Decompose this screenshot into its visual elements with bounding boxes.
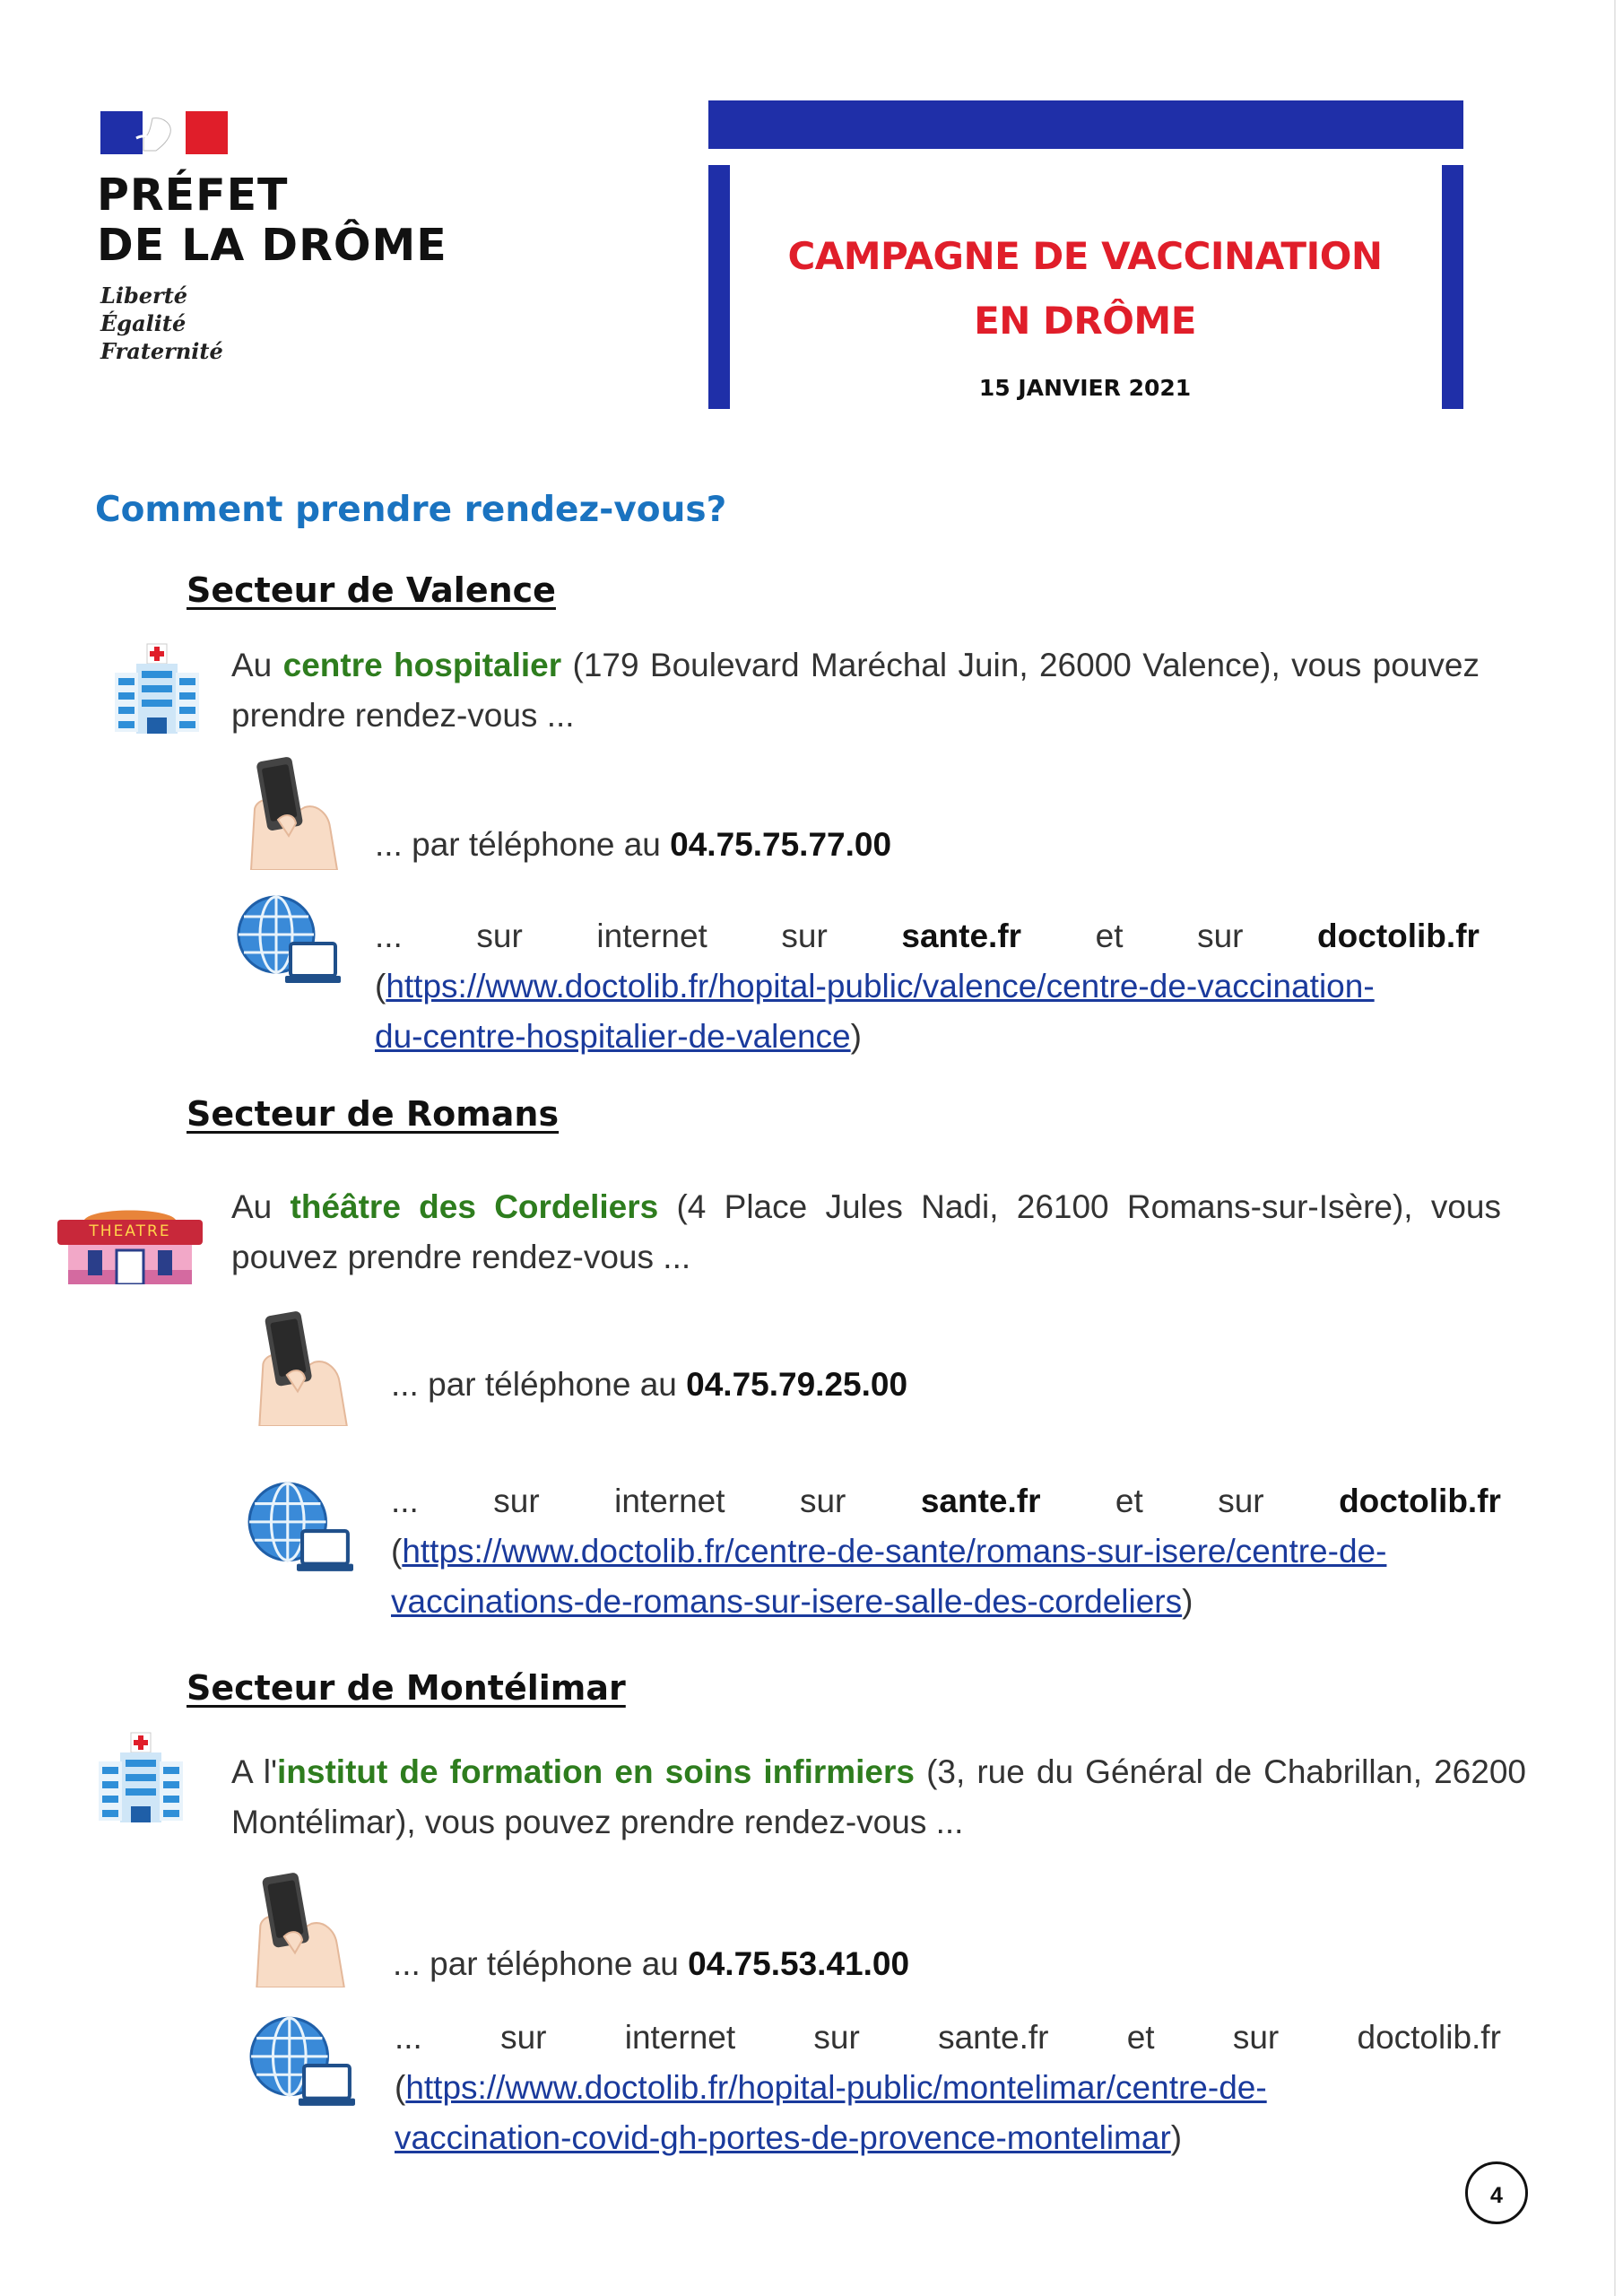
web-word: ...: [391, 1483, 419, 1519]
web-line-montelimar: [395, 2013, 1501, 2063]
phone-prefix: ... par téléphone au: [391, 1366, 687, 1403]
link-line-2: [391, 1577, 1501, 1627]
web-word: et: [1095, 918, 1124, 954]
paren-close: ): [1170, 2119, 1183, 2156]
prefecture-line-1: PRÉFET: [97, 170, 289, 221]
doctolib-link-romans-part2[interactable]: vaccinations-de-romans-sur-isere-salle-des-cordeliers: [391, 1583, 1183, 1620]
link-line-2: [375, 1012, 1480, 1062]
prefecture-name: [97, 170, 447, 271]
motto-liberte: Liberté: [100, 283, 188, 309]
title-frame-top-bar: [708, 100, 1463, 149]
phone-line-montelimar: [393, 1939, 909, 1989]
paren-close: ): [850, 1018, 862, 1055]
web-word: internet: [624, 2019, 736, 2056]
prefecture-line-2: DE LA DRÔME: [97, 220, 447, 271]
phone-in-hand-icon: [247, 1871, 346, 1987]
phone-prefix: ... par téléphone au: [375, 826, 671, 863]
theatre-icon: [52, 1207, 208, 1284]
phone-line-valence: [375, 820, 891, 870]
sector-title-romans: Secteur de Romans: [187, 1094, 560, 1134]
link-line-1: [391, 1526, 1501, 1577]
globe-computer-icon: [235, 893, 341, 987]
motto-egalite: Égalité: [100, 310, 187, 336]
sante-fr-label: sante.fr: [901, 918, 1022, 954]
doctolib-link-valence-part2[interactable]: du-centre-hospitalier-de-valence: [375, 1018, 851, 1055]
doctolib-label: doctolib.fr: [1317, 918, 1480, 954]
hospital-icon: [111, 642, 203, 737]
phone-in-hand-icon: [249, 1309, 350, 1426]
globe-computer-icon: [247, 2014, 355, 2109]
doctolib-label: doctolib.fr: [1357, 2019, 1501, 2056]
sante-fr-label: sante.fr: [938, 2019, 1049, 2056]
paren-close: ): [1182, 1583, 1193, 1620]
web-word: et: [1115, 1483, 1143, 1519]
link-line-2: [395, 2113, 1501, 2163]
web-word: sur: [1218, 1483, 1264, 1519]
sector-intro-romans: [231, 1182, 1501, 1283]
phone-line-romans: [391, 1360, 907, 1410]
republic-motto: [100, 282, 223, 365]
web-block-valence: [375, 911, 1480, 1062]
doctolib-link-romans-part1[interactable]: https://www.doctolib.fr/centre-de-sante/romans-sur-isere/centre-de-: [402, 1533, 1387, 1570]
web-word: ...: [375, 918, 403, 954]
marianne-logo-icon: [100, 111, 228, 154]
place-name-romans: théâtre des Cordeliers: [290, 1188, 659, 1225]
sector-title-valence: Secteur de Valence: [187, 570, 556, 610]
place-name-valence: centre hospitalier: [282, 647, 562, 683]
web-word: sur: [476, 918, 523, 954]
intro-prefix: Au: [231, 647, 283, 683]
web-word: sur: [1232, 2019, 1280, 2056]
sante-fr-label: sante.fr: [920, 1483, 1041, 1519]
web-line-romans: [391, 1476, 1501, 1526]
web-word: internet: [614, 1483, 725, 1519]
intro-prefix: A l': [231, 1753, 278, 1790]
place-name-montelimar: institut de formation en soins infirmiers: [277, 1753, 915, 1790]
sector-intro-montelimar: [231, 1747, 1526, 1848]
hospital-icon: [95, 1731, 187, 1826]
phone-number-valence[interactable]: 04.75.75.77.00: [670, 826, 892, 863]
link-line-1: [395, 2063, 1501, 2113]
doctolib-link-montelimar-part2[interactable]: vaccination-covid-gh-portes-de-provence-montelimar: [395, 2119, 1171, 2156]
theatre-building-icon: [52, 1207, 208, 1284]
sector-intro-valence: [231, 640, 1480, 741]
intro-address: (4 Place Jules Nadi, 26100 Romans-sur-Isère), vous pouvez prendre rendez-vous ...: [231, 1188, 1501, 1275]
phone-prefix: ... par téléphone au: [393, 1945, 689, 1982]
section-question-heading: Comment prendre rendez-vous?: [95, 490, 727, 530]
doctolib-link-valence-part1[interactable]: https://www.doctolib.fr/hopital-public/valence/centre-de-vaccination-: [386, 968, 1375, 1004]
paren-open: (: [395, 2069, 406, 2106]
phone-number-montelimar[interactable]: 04.75.53.41.00: [688, 1945, 910, 1982]
motto-fraternite: Fraternité: [100, 338, 223, 364]
page-number: 4: [1465, 2161, 1528, 2224]
globe-computer-icon: [246, 1480, 353, 1575]
web-word: ...: [395, 2019, 422, 2056]
paren-open: (: [375, 968, 386, 1004]
web-word: sur: [493, 1483, 540, 1519]
web-block-romans: [391, 1476, 1501, 1627]
intro-prefix: Au: [231, 1188, 291, 1225]
intro-address: (179 Boulevard Maréchal Juin, 26000 Valence), vous pouvez prendre rendez-vous ...: [231, 647, 1480, 734]
web-line-valence: [375, 911, 1480, 961]
doctolib-label: doctolib.fr: [1339, 1483, 1501, 1519]
title-frame-left-bar: [708, 165, 730, 409]
intro-address: (3, rue du Général de Chabrillan, 26200 Montélimar), vous pouvez prendre rendez-vous ...: [231, 1753, 1526, 1840]
web-word: sur: [1197, 918, 1244, 954]
campaign-date: 15 JANVIER 2021: [978, 375, 1192, 401]
phone-number-romans[interactable]: 04.75.79.25.00: [686, 1366, 908, 1403]
campaign-title-line-1: CAMPAGNE DE VACCINATION: [787, 234, 1383, 278]
web-block-montelimar: [395, 2013, 1501, 2163]
theatre-sign-text: THEATRE: [89, 1222, 171, 1240]
web-word: internet: [596, 918, 707, 954]
title-frame-right-bar: [1442, 165, 1463, 409]
web-word: sur: [799, 1483, 846, 1519]
web-word: sur: [781, 918, 828, 954]
campaign-title: [744, 224, 1426, 353]
sector-title-montelimar: Secteur de Montélimar: [187, 1668, 626, 1708]
paren-open: (: [391, 1533, 403, 1570]
link-line-1: [375, 961, 1480, 1012]
web-word: et: [1126, 2019, 1155, 2056]
web-word: sur: [500, 2019, 547, 2056]
doctolib-link-montelimar-part1[interactable]: https://www.doctolib.fr/hopital-public/montelimar/centre-de-: [405, 2069, 1267, 2106]
web-word: sur: [813, 2019, 860, 2056]
phone-in-hand-icon: [242, 755, 339, 870]
campaign-title-line-2: EN DRÔME: [974, 299, 1196, 343]
page-edge-line: [1614, 0, 1616, 2296]
